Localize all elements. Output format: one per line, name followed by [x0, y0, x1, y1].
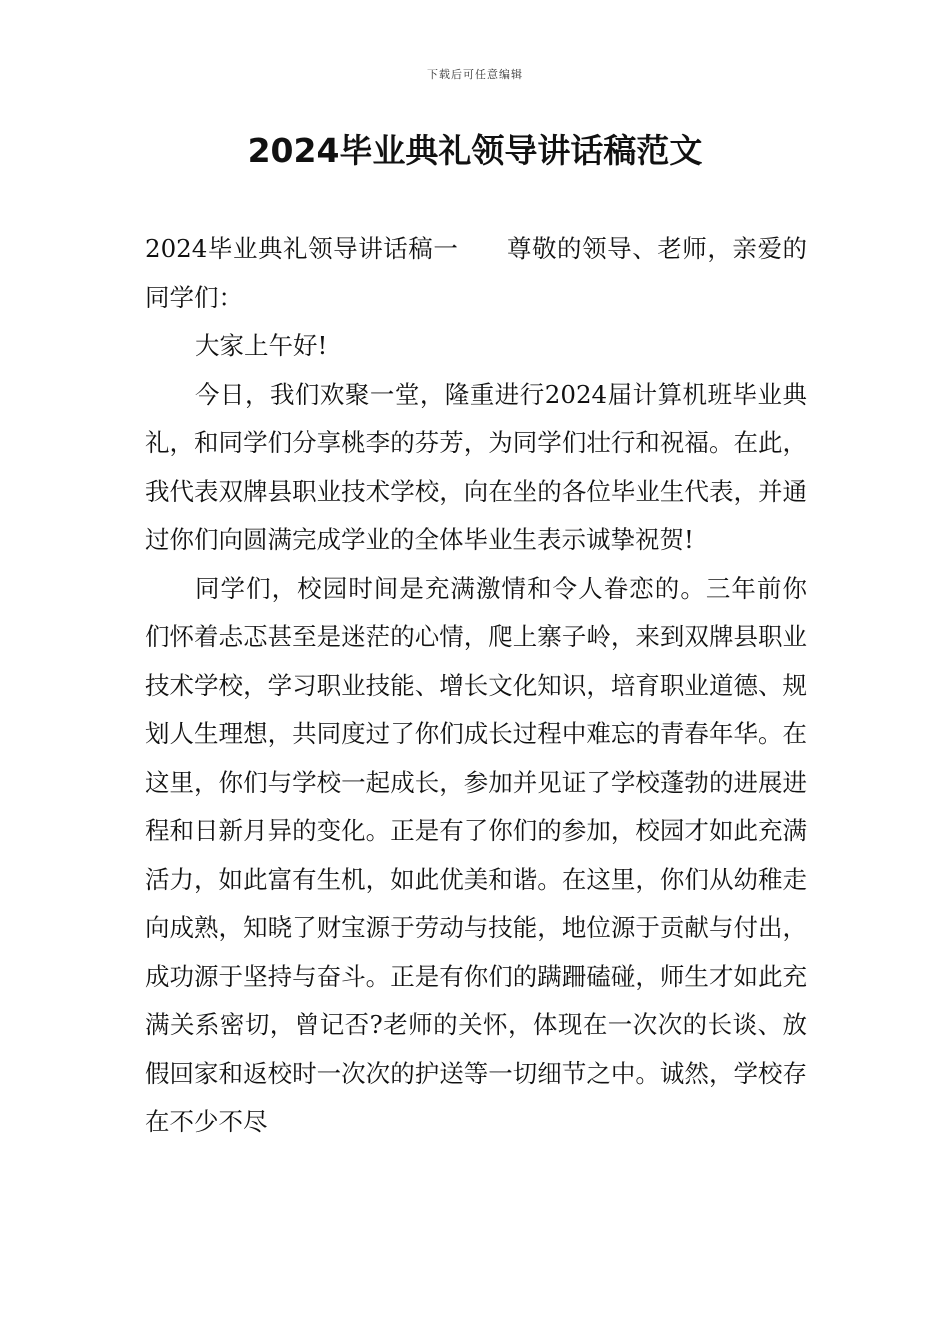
body-paragraph-1: 今日，我们欢聚一堂，隆重进行2024届计算机班毕业典礼，和同学们分享桃李的芬芳，为同学们壮行和祝福。在此，我代表双牌县职业技术学校，向在坐的各位毕业生代表，并通过你们向圆满完成学业的全体毕业生表示诚挚祝贺! [145, 379, 807, 554]
intro-salutation: 尊敬的领导、老师，亲爱的同学们： [145, 234, 808, 312]
intro-heading: 2024毕业典礼领导讲话稿一 [145, 234, 459, 263]
body-paragraph-2: 同学们，校园时间是充满激情和令人眷恋的。三年前你们怀着忐忑甚至是迷茫的心情，爬上寨子岭，来到双牌县职业技术学校，学习职业技能、增长文化知识，培育职业道德、规划人生理想，共同度过了你们成长过程中难忘的青春年华。在这里，你们与学校一起成长，参加并见证了学校蓬勃的进展进程和日新月异的变化。正是有了你们的参加，校园才如此充满活力，如此富有生机，如此优美和谐。在这里，你们从幼稚走向成熟，知晓了财宝源于劳动与技能，地位源于贡献与付出，成功源于坚持与奋斗。正是有你们的蹒跚磕碰，师生才如此充满关系密切，曾记否?老师的关怀，体现在一次次的长谈、放假回家和返校时一次次的护送等一切细节之中。诚然，学校存在不少不尽 [145, 573, 807, 1136]
intro-paragraph [145, 225, 807, 322]
document-body [145, 225, 807, 1147]
greeting-paragraph: 大家上午好! [195, 331, 328, 360]
header-note: 下载后可任意编辑 [427, 68, 523, 81]
document-title: 2024毕业典礼领导讲话稿范文 [247, 131, 703, 170]
